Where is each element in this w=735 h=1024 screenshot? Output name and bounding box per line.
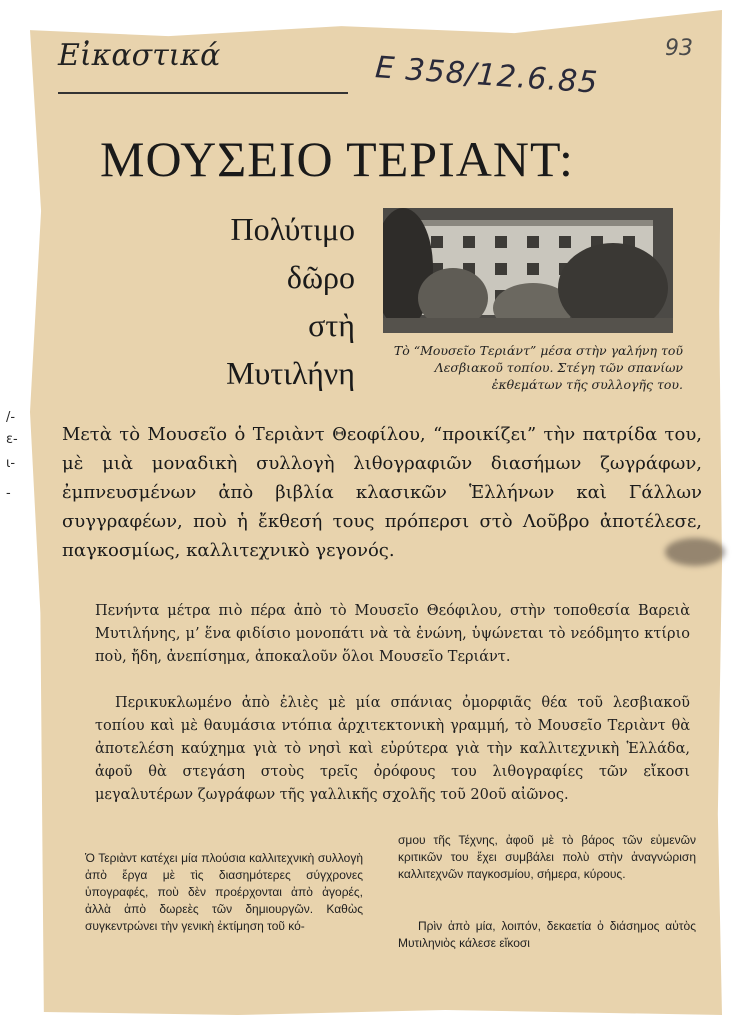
margin-fragment: ε- (6, 432, 18, 447)
subhead-line: Μυτιλήνη (226, 355, 355, 391)
section-title: Εἰκαστικά (58, 38, 221, 73)
column-right-text: σμου τῆς Τέχνης, ἀφοῦ μὲ τὸ βάρος τῶν εὐμενῶν κριτικῶν του ἔχει συμβάλει πολὺ στὴν ἀναγνώριση καλλιτεχνῶν παγκοσμίου, σήμερα, κύρους. (398, 833, 696, 881)
lead-paragraph: Μετὰ τὸ Μουσεῖο ὁ Τεριὰντ Θεοφίλου, “προικίζει” τὴν πατρίδα του, μὲ μιὰ μοναδικὴ συλλογὴ λιθογραφιῶν διασήμων ζωγράφων, ἐμπνευσμένων ἀπὸ βιβλία κλασικῶν Ἑλλήνων καὶ Γάλλων συγγραφέων, ποὺ ἡ ἔκθεσή τους πρόπερσι στὸ Λοῦβρο ἀποτέλεσε, παγκοσμίως, καλλιτεχνικὸ γεγονός. (62, 424, 702, 561)
headline: ΜΟΥΣΕΙΟ ΤΕΡΙΑΝΤ: (100, 131, 574, 187)
margin-fragment: /- (6, 410, 16, 425)
page-number: 93 (665, 36, 693, 61)
column-right-text: Πρὶν ἀπὸ μία, λοιπόν, δεκαετία ὁ διάσημος αὐτὸς Μυτιληνιὸς κάλεσε εἴκοσι (398, 919, 696, 950)
ink-smudge (665, 538, 725, 566)
column-left-text: Ὁ Τεριὰντ κατέχει μία πλούσια καλλιτεχνικὴ συλλογὴ ἀπὸ ἔργα μὲ τὶς διασημότερες σύγχρονες ὑπογραφές, ποὺ δὲν προέρχονται ἀπὸ ἀγορές, ἀλλὰ ἀπὸ δωρεὲς τῶν δημιουργῶν. Καθὼς συγκεντρώνει τὴν γενικὴ ἐκτίμηση τοῦ κό- (85, 851, 363, 933)
subheadline (170, 205, 355, 397)
section-divider (58, 92, 348, 94)
body-paragraph: Περικυκλωμένο ἀπὸ ἐλιὲς μὲ μία σπάνιας ὀμορφιᾶς θέα τοῦ λεσβιακοῦ τοπίου καὶ μὲ θαυμάσια ντόπια ἀρχιτεκτονικὴ γραμμή, τὸ Μουσεῖο Τεριὰντ θὰ ἀποτελέση καύχημα γιὰ τὸ νησὶ καὶ εὐρύτερα γιὰ τὴν καλλιτεχνικὴ Ἑλλάδα, ἀφοῦ θὰ στεγάση στοὺς τρεῖς ὀρόφους του λιθογραφίες τῶν εἴκοσι μεγαλυτέρων ζωγράφων τῆς γαλλικῆς σχολῆς τοῦ 20οῦ αἰῶνος. (95, 695, 690, 803)
subhead-line: Πολύτιμο (230, 211, 355, 247)
museum-photo (383, 208, 673, 333)
body-paragraph: Πενήντα μέτρα πιὸ πέρα ἀπὸ τὸ Μουσεῖο Θεόφιλου, στὴν τοποθεσία Βαρειὰ Μυτιλήνης, μ’ ἕνα φιδίσιο μονοπάτι νὰ τὰ ἑνώνη, ὑψώνεται τὸ νεόδμητο κτίριο ποὺ, ἤδη, ἀνεπίσημα, ἀποκαλοῦν ὅλοι Μουσεῖο Τεριάντ. (95, 603, 690, 665)
handwritten-reference: Ε 358/12.6.85 (374, 50, 600, 101)
margin-fragment: ι- (6, 456, 16, 471)
museum-building-image (383, 208, 673, 333)
margin-fragment: - (6, 486, 11, 501)
photo-caption: Τὸ “Μουσεῖο Τεριάντ” μέσα στὴν γαλήνη τοῦ Λεσβιακοῦ τοπίου. Στέγη τῶν σπανίων ἐκθεμάτων τῆς συλλογῆς του. (393, 343, 683, 392)
subhead-line: δῶρο (286, 259, 355, 295)
subhead-line: στὴ (308, 307, 355, 343)
